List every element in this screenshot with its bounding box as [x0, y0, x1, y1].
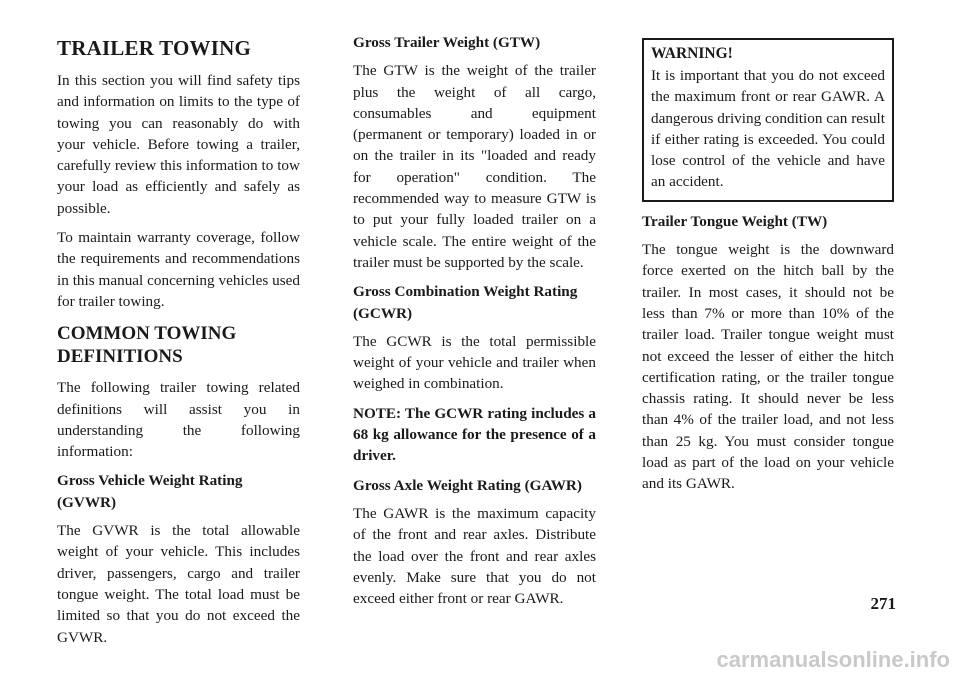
gtw-paragraph: The GTW is the weight of the trailer plus the weight of all cargo, consumables and equipment (permanent or temporary) loaded in or on the trailer in its "loaded and ready for operation" condition. The recommended way to measure GTW is to put your fully loaded trailer on a vehicle scale. The entire weight of the trailer must be supported by the scale.: [353, 62, 596, 271]
gawr-paragraph: The GAWR is the maximum capacity of the front and rear axles. Distribute the load over the front and rear axles evenly. Make sure that you do not exceed either front or rear GAWR.: [353, 504, 596, 608]
definitions-heading: COMMON TOWING DEFINITIONS: [57, 323, 237, 368]
tw-paragraph: The tongue weight is the downward force exerted on the hitch ball by the trailer. In most cases, it should not be less than 7% or more than 10% of the trailer load. Trailer tongue weight must not exceed the lesser of either the hitch certification rating, or the trailer tongue chassis rating. It should never be less than 4% of the trailer load, and not less than 25 kg. You must consider tongue load as part of the load on your vehicle and its GAWR.: [642, 241, 894, 493]
gawr-heading: Gross Axle Weight Rating (GAWR): [353, 476, 582, 494]
warning-title: WARNING!: [651, 45, 733, 62]
gcwr-heading: Gross Combination Weight Rating (GCWR): [353, 283, 578, 322]
gtw-heading: Gross Trailer Weight (GTW): [353, 34, 541, 51]
gcwr-paragraph: The GCWR is the total permissible weight of your vehicle and trailer when weighed in combination.: [353, 332, 596, 393]
warranty-paragraph: To maintain warranty coverage, follow the requirements and recommendations in this manual concerning vehicles used for trailer towing.: [57, 229, 300, 310]
column-right: [642, 38, 894, 503]
column-left: [57, 32, 300, 656]
watermark: carmanualsonline.info: [716, 647, 950, 672]
gvwr-paragraph: The GVWR is the total allowable weight of your vehicle. This includes driver, passengers, cargo and trailer tongue weight. The total load must be limited so that you do not exceed the GVWR.: [57, 522, 300, 646]
gcwr-note: NOTE: The GCWR rating includes a 68 kg allowance for the presence of a driver.: [353, 404, 596, 465]
column-middle: [353, 32, 596, 617]
tw-heading: Trailer Tongue Weight (TW): [642, 212, 828, 230]
warning-text: It is important that you do not exceed the maximum front or rear GAWR. A dangerous driving condition can result if either rating is exceeded. You could lose control of the vehicle and have an accident.: [651, 67, 885, 191]
warning-box: [642, 38, 894, 202]
section-title: TRAILER TOWING: [57, 36, 251, 60]
intro-paragraph: In this section you will find safety tips and information on limits to the type of towing you can reasonably do with your vehicle. Before towing a trailer, carefully review this information to tow your load as efficiently and safely as possible.: [57, 72, 300, 217]
definitions-intro: The following trailer towing related definitions will assist you in understanding the following information:: [57, 379, 300, 461]
page-number: 271: [870, 594, 896, 613]
gvwr-heading: Gross Vehicle Weight Rating (GVWR): [57, 472, 243, 511]
